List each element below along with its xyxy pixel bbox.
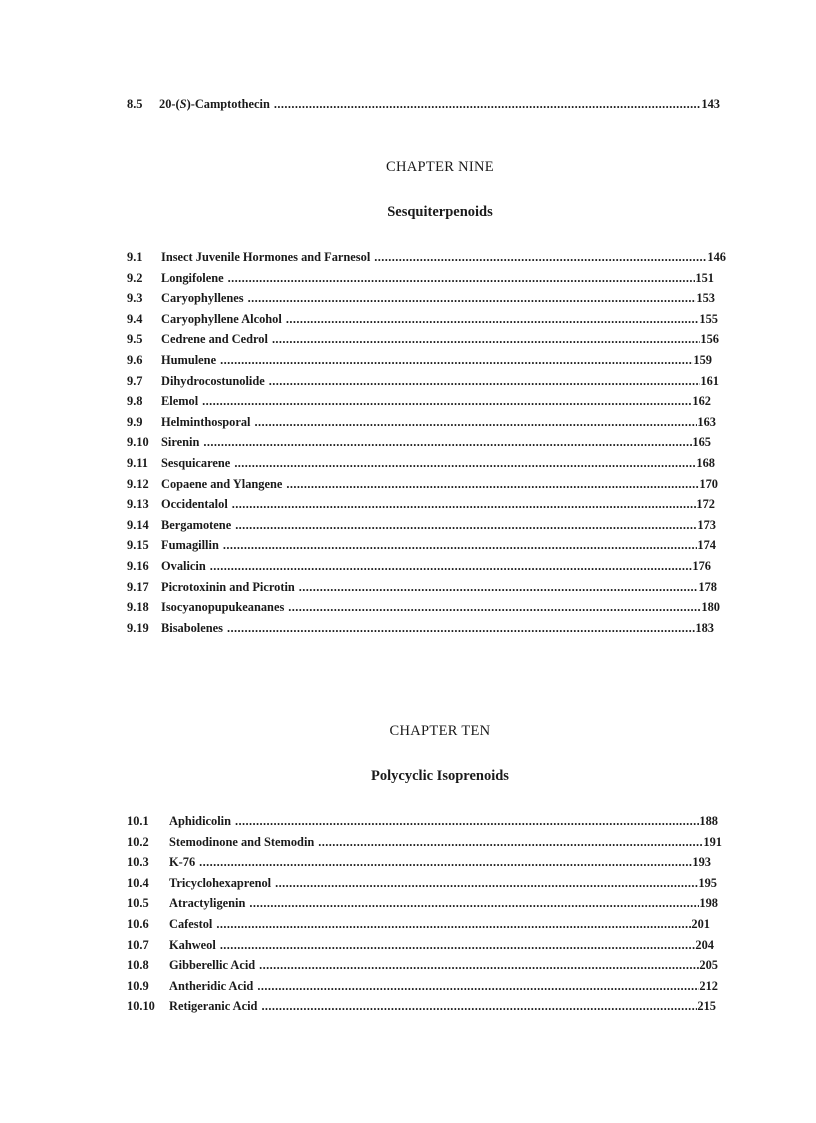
leader-dots xyxy=(318,833,703,851)
entry-number: 9.11 xyxy=(127,456,148,470)
leader-dots xyxy=(286,310,700,328)
toc-entry xyxy=(127,915,710,933)
leader-dots xyxy=(210,557,693,575)
leader-dots xyxy=(249,894,699,912)
leader-dots xyxy=(374,248,707,266)
toc-entry xyxy=(127,936,714,954)
entry-number: 8.5 xyxy=(127,97,143,111)
leader-dots xyxy=(269,372,701,390)
entry-page: 204 xyxy=(695,937,714,952)
entry-number: 9.16 xyxy=(127,559,149,573)
chapter-ten-heading: CHAPTER TEN xyxy=(389,723,491,739)
entry-title: Kahweol xyxy=(169,937,216,952)
leader-dots xyxy=(261,997,697,1015)
entry-page: 168 xyxy=(696,456,715,470)
entry-page: 193 xyxy=(692,855,711,870)
leader-dots xyxy=(199,853,692,871)
entry-number: 10.5 xyxy=(127,896,149,911)
leader-dots xyxy=(274,95,702,113)
entry-page: 205 xyxy=(699,958,718,973)
toc-entry xyxy=(127,475,718,493)
entry-page: 163 xyxy=(697,414,716,429)
leader-dots xyxy=(255,413,698,431)
entry-page: 161 xyxy=(700,373,719,388)
toc-entry xyxy=(127,598,720,616)
toc-entry xyxy=(127,310,718,328)
toc-entry xyxy=(127,516,716,534)
leader-dots xyxy=(203,433,692,451)
entry-number: 10.4 xyxy=(127,875,149,890)
entry-page: 201 xyxy=(691,917,710,931)
entry-title: K-76 xyxy=(169,855,196,870)
entry-title: 20-(S)-Camptothecin xyxy=(159,97,270,111)
entry-number: 10.10 xyxy=(127,999,155,1014)
entry-page: 153 xyxy=(696,291,715,306)
entry-number: 9.13 xyxy=(127,497,149,512)
leader-dots xyxy=(288,598,701,616)
entry-number: 10.7 xyxy=(127,937,149,952)
toc-entry xyxy=(127,372,719,390)
toc-entry xyxy=(127,248,726,266)
toc-entry xyxy=(127,557,711,575)
leader-dots xyxy=(299,578,699,596)
entry-page: 212 xyxy=(699,978,718,993)
toc-entry xyxy=(127,977,718,995)
entry-number: 10.1 xyxy=(127,814,149,828)
entry-page: 198 xyxy=(699,896,718,911)
chapter-nine-title: Sesquiterpenoids xyxy=(387,204,493,220)
leader-dots xyxy=(234,454,696,472)
entry-title: Gibberellic Acid xyxy=(169,958,256,973)
entry-page: 183 xyxy=(695,620,714,635)
entry-title: Antheridic Acid xyxy=(169,978,254,993)
chapter-ten-title: Polycyclic Isoprenoids xyxy=(371,768,509,784)
entry-page: 180 xyxy=(701,600,720,615)
entry-title: Helminthosporal xyxy=(161,414,251,429)
entry-page: 172 xyxy=(696,497,715,512)
entry-page: 156 xyxy=(700,332,719,347)
entry-title: Tricyclohexaprenol xyxy=(169,875,272,890)
entry-number: 9.18 xyxy=(127,600,149,615)
toc-entry xyxy=(127,833,722,851)
entry-number: 9.17 xyxy=(127,579,149,594)
entry-title: Elemol xyxy=(161,394,199,409)
toc-entry xyxy=(127,812,718,830)
leader-dots xyxy=(257,977,699,995)
entry-title: Dihydrocostunolide xyxy=(161,373,265,388)
leader-dots xyxy=(286,475,699,493)
entry-title: Sirenin xyxy=(161,435,200,450)
leader-dots xyxy=(259,956,699,974)
chapter-nine-heading: CHAPTER NINE xyxy=(386,159,494,175)
entry-page: 151 xyxy=(695,270,714,285)
entry-page: 178 xyxy=(698,579,717,594)
entry-title: Humulene xyxy=(161,353,217,367)
entry-title: Sesquicarene xyxy=(161,456,231,470)
entry-title: Picrotoxinin and Picrotin xyxy=(161,579,295,594)
entry-title: Longifolene xyxy=(161,270,224,285)
entry-page: 143 xyxy=(701,97,720,111)
entry-number: 9.3 xyxy=(127,291,143,306)
leader-dots xyxy=(216,915,691,933)
entry-title: Atractyligenin xyxy=(169,896,246,911)
toc-entry xyxy=(127,495,715,513)
entry-number: 10.9 xyxy=(127,978,149,993)
toc-entry xyxy=(127,536,716,554)
entry-title: Bergamotene xyxy=(161,517,232,532)
entry-title: Caryophyllenes xyxy=(161,291,244,306)
leader-dots xyxy=(248,289,697,307)
entry-number: 10.8 xyxy=(127,958,149,973)
entry-page: 173 xyxy=(697,517,716,532)
toc-entry xyxy=(127,578,717,596)
entry-title: Ovalicin xyxy=(161,559,206,573)
toc-entry xyxy=(127,454,715,472)
toc-entry xyxy=(127,853,711,871)
leader-dots xyxy=(232,495,697,513)
entry-page: 155 xyxy=(699,311,718,326)
entry-page: 174 xyxy=(697,538,716,553)
toc-entry xyxy=(127,894,718,912)
entry-page: 188 xyxy=(699,814,718,828)
entry-title: Occidentalol xyxy=(161,497,228,512)
entry-number: 9.8 xyxy=(127,394,143,409)
leader-dots xyxy=(202,392,692,410)
entry-title: Cafestol xyxy=(169,917,213,931)
leader-dots xyxy=(223,536,698,554)
entry-number: 9.1 xyxy=(127,250,143,264)
leader-dots xyxy=(235,516,697,534)
entry-number: 10.3 xyxy=(127,855,149,870)
toc-entry xyxy=(127,351,712,369)
entry-page: 170 xyxy=(699,476,718,491)
entry-title: Caryophyllene Alcohol xyxy=(161,311,282,326)
toc-entry-8-5 xyxy=(127,95,720,113)
toc-entry xyxy=(127,619,714,637)
entry-title: Isocyanopupukeananes xyxy=(161,600,285,615)
entry-number: 9.2 xyxy=(127,270,143,285)
entry-number: 10.2 xyxy=(127,834,149,849)
toc-entry xyxy=(127,997,716,1015)
entry-title: Cedrene and Cedrol xyxy=(161,332,268,347)
leader-dots xyxy=(220,936,696,954)
entry-number: 9.9 xyxy=(127,414,143,429)
leader-dots xyxy=(272,330,700,348)
entry-number: 9.7 xyxy=(127,373,143,388)
toc-entry xyxy=(127,392,711,410)
entry-title: Bisabolenes xyxy=(161,620,223,635)
entry-number: 9.15 xyxy=(127,538,149,553)
entry-page: 159 xyxy=(693,353,712,367)
toc-entry xyxy=(127,289,715,307)
leader-dots xyxy=(235,812,699,830)
leader-dots xyxy=(228,269,696,287)
entry-title: Stemodinone and Stemodin xyxy=(169,834,315,849)
entry-number: 9.19 xyxy=(127,620,149,635)
toc-entry xyxy=(127,956,718,974)
entry-page: 215 xyxy=(697,999,716,1014)
entry-number: 9.5 xyxy=(127,332,143,347)
toc-entry xyxy=(127,413,716,431)
toc-entry xyxy=(127,269,714,287)
entry-title: Insect Juvenile Hormones and Farnesol xyxy=(161,250,371,264)
entry-number: 10.6 xyxy=(127,917,149,931)
toc-entry xyxy=(127,433,711,451)
entry-page: 165 xyxy=(692,435,711,450)
leader-dots xyxy=(227,619,695,637)
entry-number: 9.10 xyxy=(127,435,149,450)
entry-number: 9.6 xyxy=(127,353,143,367)
entry-page: 191 xyxy=(703,834,722,849)
toc-entry xyxy=(127,330,719,348)
entry-page: 195 xyxy=(698,875,717,890)
entry-page: 162 xyxy=(692,394,711,409)
entry-number: 9.4 xyxy=(127,311,143,326)
entry-number: 9.12 xyxy=(127,476,149,491)
leader-dots xyxy=(220,351,693,369)
leader-dots xyxy=(275,874,698,892)
entry-title: Fumagillin xyxy=(161,538,219,553)
entry-title: Aphidicolin xyxy=(169,814,231,828)
toc-entry xyxy=(127,874,717,892)
entry-title: Retigeranic Acid xyxy=(169,999,258,1014)
entry-page: 176 xyxy=(692,559,711,573)
entry-number: 9.14 xyxy=(127,517,149,532)
entry-title: Copaene and Ylangene xyxy=(161,476,283,491)
entry-page: 146 xyxy=(707,250,726,264)
